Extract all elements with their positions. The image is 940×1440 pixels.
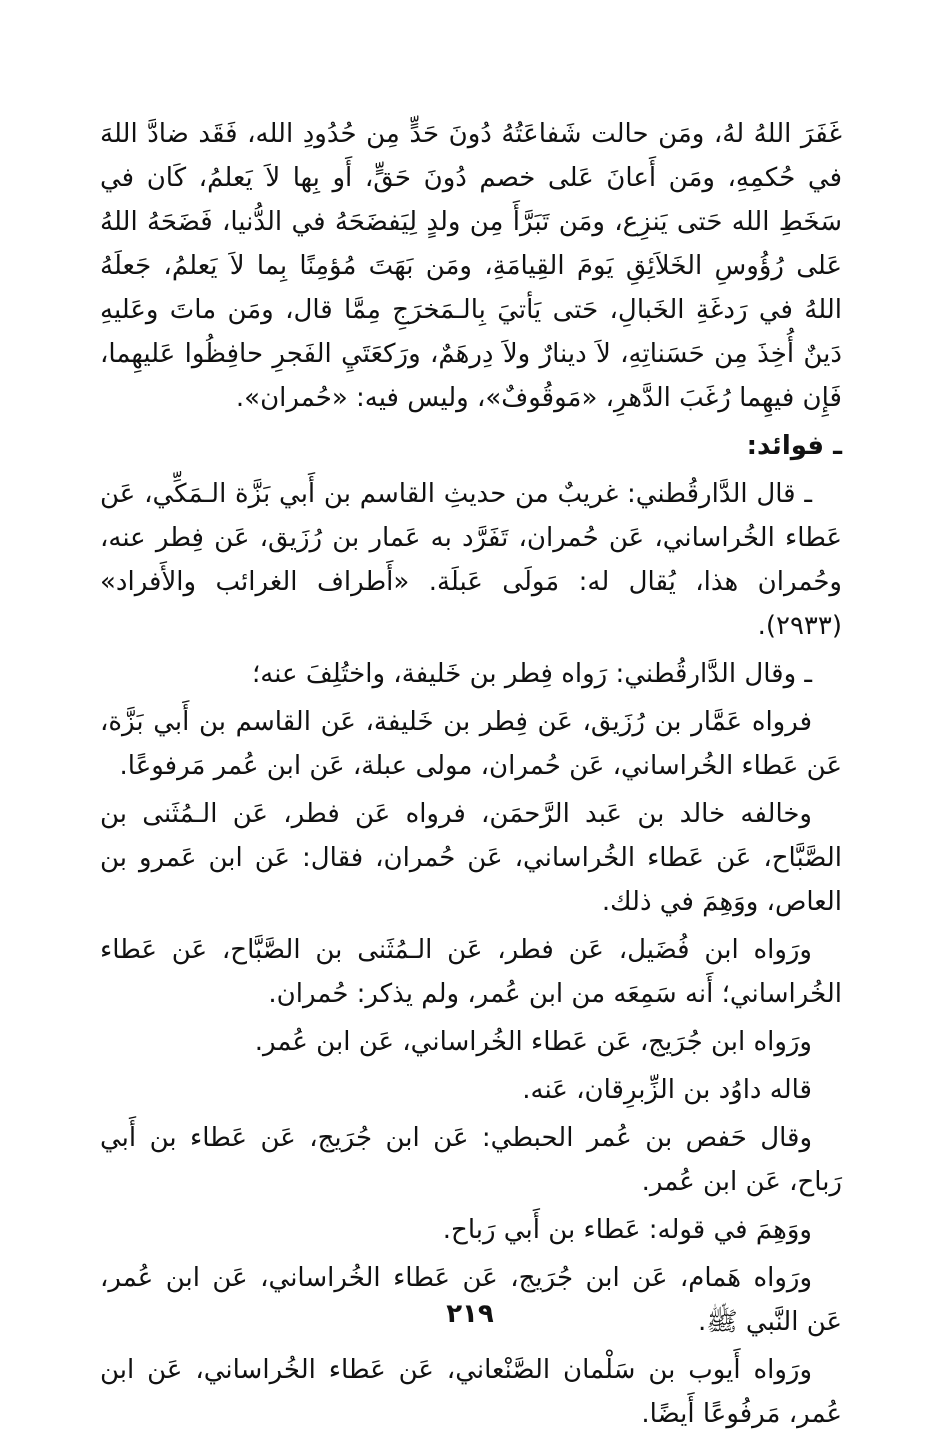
- paragraph-ibn-jurayj-narration: ورَواه ابن جُرَيج، عَن عَطاء الخُراساني، عَن ابن عُمر.: [254, 1027, 812, 1057]
- paragraph-hafs-narration: وقال حَفص بن عُمر الحبطي: عَن ابن جُرَيج، عَن عَطاء بن أَبي رَباح، عَن ابن عُمر.: [100, 1123, 842, 1197]
- paragraph-ibn-fudayl-narration: ورَواه ابن فُضَيل، عَن فطر، عَن الـمُثَنى بن الصَّبَّاح، عَن عَطاء الخُراساني؛ أَنه سَمِعَه من ابن عُمر، ولم يذكر: حُمران.: [100, 935, 842, 1009]
- paragraph-wahm-note: ووَهِمَ في قوله: عَطاء بن أَبي رَباح.: [442, 1215, 812, 1245]
- paragraph-khalid-narration: وخالفه خالد بن عَبد الرَّحمَن، فرواه عَن فطر، عَن الـمُثَنى بن الصَّبَّاح، عَن عَطاء الخُراساني، عَن حُمران، فقال: عَن ابن عَمرو بن العاص، ووَهِمَ في ذلك.: [100, 799, 842, 917]
- paragraph-hadith-text: غَفَرَ اللهُ لهُ، ومَن حالت شَفاعَتُهُ دُونَ حَدٍّ مِن حُدُودِ الله، فَقَد ضادَّ اللهَ في حُكمِهِ، ومَن أَعانَ عَلى خصم دُونَ حَقٍّ، أَو بِها لاَ يَعلمُ، كَان في سَخَطِ الله حَتى يَنزِع، ومَن تَبَرَّأَ مِن ولدٍ لِيَفضَحَهُ في الدُّنيا، فَضَحَهُ اللهُ عَلى رُؤُوسِ الخَلاَئِقِ يَومَ القِيامَةِ، ومَن بَهَتَ مُؤمِنًا بِما لاَ يَعلمُ، جَعلَهُ اللهُ في رَدغَةِ الخَبالِ، حَتى يَأتيَ بِالـمَخرَجِ مِمَّا قال، ومَن ماتَ وعَليهِ دَينٌ أُخِذَ مِن حَسَناتِهِ، لاَ دينارٌ ولاَ دِرهَمٌ، ورَكعَتَيِ الفَجرِ حافِظُوا عَليهِما، فَإِن فيهِما رُغَبَ الدَّهرِ، «مَوقُوفٌ»، وليس فيه: «حُمران».: [100, 119, 842, 413]
- section-heading-fawaid: ـ فوائد:: [746, 431, 842, 461]
- page-number: ٢١٩: [446, 1299, 494, 1329]
- paragraph-daraqutni-2: ـ وقال الدَّارقُطني: رَواه فِطر بن خَليفة، واختُلِفَ عنه؛: [251, 659, 812, 689]
- paragraph-dawud-note: قاله داوُد بن الزِّبرِقان، عَنه.: [522, 1075, 812, 1105]
- paragraph-ammar-narration: فرواه عَمَّار بن رُزَيق، عَن فِطر بن خَليفة، عَن القاسم بن أَبي بَزَّة، عَن عَطاء الخُراساني، عَن حُمران، مولى عبلة، عَن ابن عُمر مَرفوعًا.: [100, 707, 842, 781]
- paragraph-daraqutni-1: ـ قال الدَّارقُطني: غريبٌ من حديثِ القاسم بن أَبي بَزَّة الـمَكِّي، عَن عَطاء الخُراساني، عَن حُمران، تَفَرَّد به عَمار بن رُزَيق، عَن فِطر عنه، وحُمران هذا، يُقال له: مَولَى عَبلَة. «أَطراف الغرائب والأَفراد» (٢٩٣٣).: [100, 479, 842, 641]
- paragraph-ayyub-narration: ورَواه أَيوب بن سَلْمان الصَّنْعاني، عَن عَطاء الخُراساني، عَن ابن عُمر، مَرفُوعًا أَيضًا.: [100, 1355, 842, 1429]
- page-body: [100, 112, 842, 1440]
- paragraph-hammam-narration: ورَواه هَمام، عَن ابن جُرَيج، عَن عَطاء الخُراساني، عَن ابن عُمر، عَن النَّبي ﷺ.: [100, 1263, 842, 1337]
